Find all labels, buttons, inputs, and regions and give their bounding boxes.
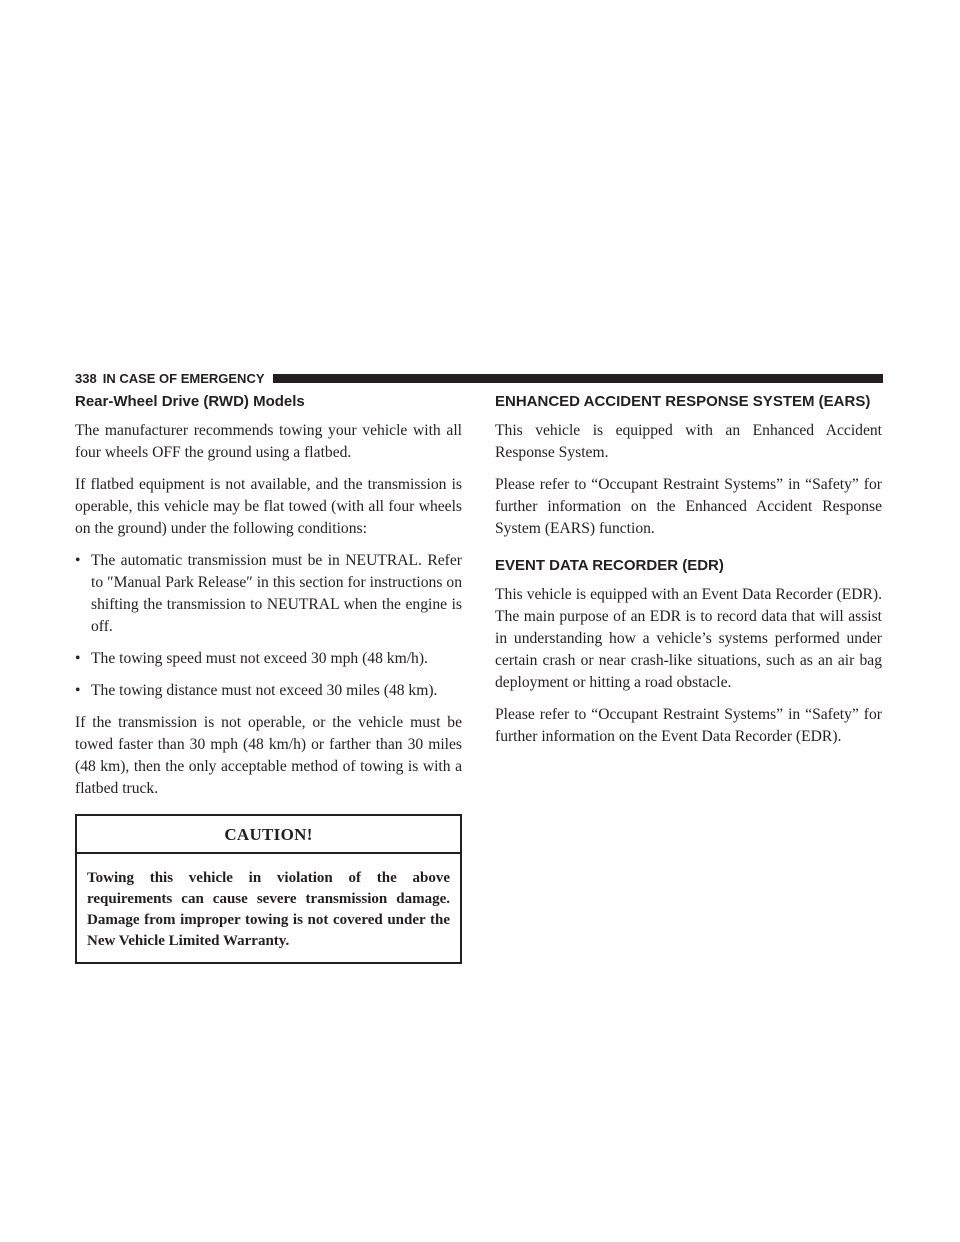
ears-heading: ENHANCED ACCIDENT RESPONSE SYSTEM (EARS): [495, 393, 871, 410]
towing-conditions-list: [75, 550, 462, 702]
header-rule: [273, 374, 884, 383]
bullet-icon: •: [75, 650, 81, 667]
list-item-text: The towing speed must not exceed 30 mph (48 km/h).: [91, 650, 428, 667]
page-header: [75, 370, 883, 386]
paragraph-flatbed-recommendation: The manufacturer recommends towing your vehicle with all four wheels OFF the ground using a flatbed.: [75, 422, 462, 461]
paragraph-edr-purpose: This vehicle is equipped with an Event Data Recorder (EDR). The main purpose of an EDR is to record data that will assist in understanding how a vehicle’s systems performed under certain crash or near crash-like situations, such as an air bag deployment or hitting a road obstacle.: [495, 586, 882, 691]
right-column: [495, 392, 882, 758]
caution-box: [75, 814, 462, 964]
paragraph-flat-tow-conditions: If flatbed equipment is not available, and the transmission is operable, this vehicle may be flat towed (with all four wheels on the ground) under the following conditions:: [75, 476, 462, 537]
left-column: [75, 392, 462, 964]
bullet-icon: •: [75, 552, 81, 569]
caution-text: Towing this vehicle in violation of the above requirements can cause severe transmission damage. Damage from improper towing is not covered under the New Vehicle Limited Warranty.: [87, 870, 450, 949]
edr-heading: EVENT DATA RECORDER (EDR): [495, 557, 724, 574]
paragraph-flatbed-requirement: If the transmission is not operable, or the vehicle must be towed faster than 30 mph (48 km/h) or farther than 30 miles (48 km), then the only acceptable method of towing is with a flatbed truck.: [75, 714, 462, 797]
bullet-icon: •: [75, 682, 81, 699]
list-item-text: The towing distance must not exceed 30 miles (48 km).: [91, 682, 438, 699]
paragraph-ears-reference: Please refer to “Occupant Restraint Systems” in “Safety” for further information on the Enhanced Accident Response System (EARS) function.: [495, 476, 882, 537]
list-item: [75, 680, 462, 702]
list-item: [75, 550, 462, 638]
section-title: IN CASE OF EMERGENCY: [102, 370, 265, 386]
list-item: [75, 648, 462, 670]
list-item-text: The automatic transmission must be in NEUTRAL. Refer to ″Manual Park Release″ in this section for instructions on shifting the transmission to NEUTRAL when the engine is off.: [91, 552, 462, 635]
page-number: 338: [75, 370, 97, 386]
paragraph-edr-reference: Please refer to “Occupant Restraint Systems” in “Safety” for further information on the Event Data Recorder (EDR).: [495, 706, 882, 745]
rwd-heading: Rear-Wheel Drive (RWD) Models: [75, 393, 305, 410]
caution-title: CAUTION!: [77, 816, 460, 854]
paragraph-ears-equipped: This vehicle is equipped with an Enhanced Accident Response System.: [495, 422, 882, 461]
